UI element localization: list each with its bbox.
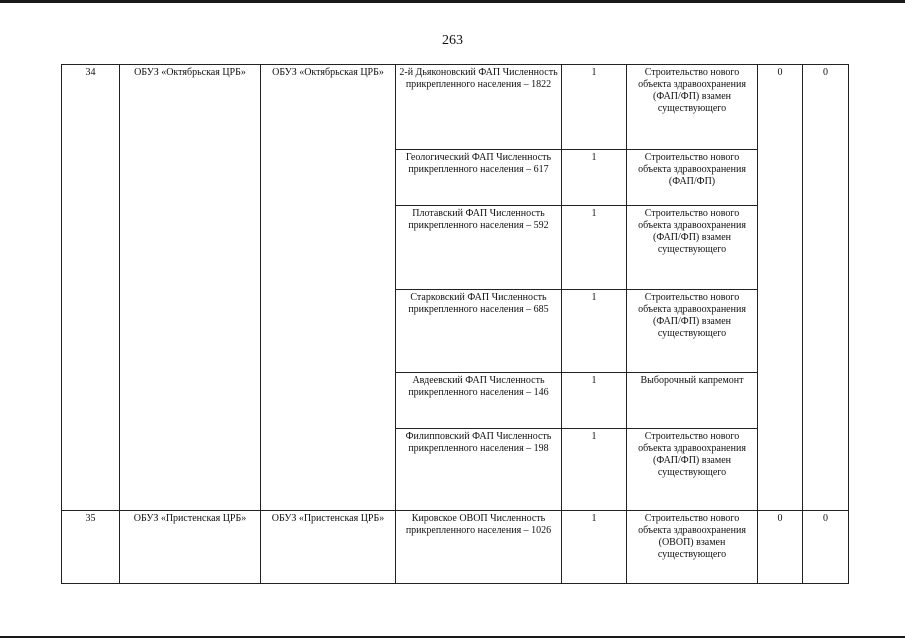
value-cell-2: 0 [803, 511, 849, 584]
count-cell: 1 [562, 429, 627, 511]
value-cell-1: 0 [758, 511, 803, 584]
organization-cell-secondary: ОБУЗ «Пристенская ЦРБ» [261, 511, 396, 584]
count-cell: 1 [562, 373, 627, 429]
organization-cell: ОБУЗ «Пристенская ЦРБ» [120, 511, 261, 584]
action-cell: Строительство нового объекта здравоохранения (ФАП/ФП) взамен существующего [627, 429, 758, 511]
action-cell: Строительство нового объекта здравоохранения (ОВОП) взамен существующего [627, 511, 758, 584]
page-top-edge [0, 0, 905, 3]
facility-cell: Геологический ФАП Численность прикрепленного населения – 617 [396, 150, 562, 206]
facility-cell: Кировское ОВОП Численность прикрепленного населения – 1026 [396, 511, 562, 584]
facility-cell: Плотавский ФАП Численность прикрепленного населения – 592 [396, 206, 562, 290]
action-cell: Выборочный капремонт [627, 373, 758, 429]
count-cell: 1 [562, 511, 627, 584]
facility-cell: Старковский ФАП Численность прикрепленного населения – 685 [396, 290, 562, 373]
value-cell-2: 0 [803, 65, 849, 511]
count-cell: 1 [562, 150, 627, 206]
facility-cell: Авдеевский ФАП Численность прикрепленного населения – 146 [396, 373, 562, 429]
organization-cell-secondary: ОБУЗ «Октябрьская ЦРБ» [261, 65, 396, 511]
action-cell: Строительство нового объекта здравоохранения (ФАП/ФП) [627, 150, 758, 206]
table-row-35 [62, 511, 849, 584]
action-cell: Строительство нового объекта здравоохранения (ФАП/ФП) взамен существующего [627, 206, 758, 290]
count-cell: 1 [562, 65, 627, 150]
action-cell: Строительство нового объекта здравоохранения (ФАП/ФП) взамен существующего [627, 65, 758, 150]
page-bottom-edge [0, 636, 905, 638]
action-cell: Строительство нового объекта здравоохранения (ФАП/ФП) взамен существующего [627, 290, 758, 373]
table-row-34 [62, 65, 849, 150]
row-number: 34 [62, 65, 120, 511]
facility-cell: Филипповский ФАП Численность прикрепленного населения – 198 [396, 429, 562, 511]
program-table [61, 64, 849, 584]
page-number: 263 [442, 33, 463, 48]
row-number: 35 [62, 511, 120, 584]
count-cell: 1 [562, 206, 627, 290]
value-cell-1: 0 [758, 65, 803, 511]
organization-cell: ОБУЗ «Октябрьская ЦРБ» [120, 65, 261, 511]
count-cell: 1 [562, 290, 627, 373]
facility-cell: 2-й Дьяконовский ФАП Численность прикрепленного населения – 1822 [396, 65, 562, 150]
